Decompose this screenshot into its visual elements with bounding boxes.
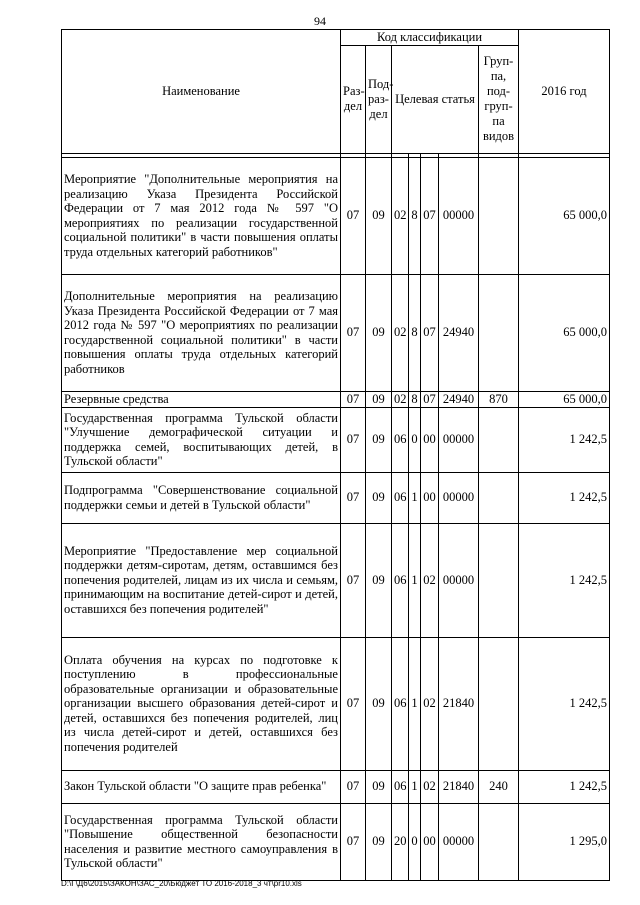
row-amount: 65 000,0 (519, 391, 610, 407)
table-row (62, 157, 610, 274)
table-row (62, 407, 610, 472)
row-amount: 1 295,0 (519, 803, 610, 880)
row-group-code (479, 472, 519, 523)
header-razdel: Раз-дел (341, 45, 366, 153)
row-name: Оплата обучения на курсах по подготовке к поступлению в профессиональные образовательные организации и образовательные организации высшего образования детей-сирот и детей, оставшихся без попечения родителей, лиц из числа детей-сирот и детей, оставшихся без попечения родителей (62, 637, 341, 770)
row-podrazdel: 09 (366, 391, 392, 407)
row-group-code (479, 157, 519, 274)
row-razdel: 07 (341, 770, 366, 803)
header-name: Наименование (62, 30, 341, 154)
row-razdel: 07 (341, 407, 366, 472)
table-row (62, 637, 610, 770)
row-target-subprogram: 0 (409, 803, 421, 880)
row-group-code: 870 (479, 391, 519, 407)
budget-table (61, 29, 610, 881)
row-target-subprogram: 8 (409, 391, 421, 407)
row-podrazdel: 09 (366, 637, 392, 770)
row-name: Мероприятие "Дополнительные мероприятия на реализацию Указа Президента Российской Федерации от 7 мая 2012 года № 597 "О мероприятиях по реализации государственной социальной политики" в части повышения оплаты труда отдельных категорий работников" (62, 157, 341, 274)
row-razdel: 07 (341, 274, 366, 391)
row-target-direction: 21840 (439, 770, 479, 803)
row-target-subprogram: 1 (409, 472, 421, 523)
row-target-program: 06 (392, 770, 409, 803)
row-target-direction: 21840 (439, 637, 479, 770)
row-amount: 65 000,0 (519, 157, 610, 274)
row-razdel: 07 (341, 523, 366, 637)
row-razdel: 07 (341, 803, 366, 880)
table-row (62, 274, 610, 391)
row-amount: 1 242,5 (519, 523, 610, 637)
row-amount: 1 242,5 (519, 472, 610, 523)
row-target-direction: 00000 (439, 472, 479, 523)
row-target-subprogram: 1 (409, 637, 421, 770)
row-group-code (479, 637, 519, 770)
table-row (62, 391, 610, 407)
table-row (62, 770, 610, 803)
page-number: 94 (314, 14, 326, 28)
row-name: Мероприятие "Предоставление мер социальной поддержки детям-сиротам, детям, оставшимся без попечения родителей, лицам из их числа и семьям, принимающим на воспитание детей-сирот и детей, оставшихся без попечения родителей" (62, 523, 341, 637)
row-target-event: 07 (421, 391, 439, 407)
row-target-subprogram: 0 (409, 407, 421, 472)
row-target-program: 02 (392, 274, 409, 391)
row-amount: 1 242,5 (519, 637, 610, 770)
row-target-event: 02 (421, 523, 439, 637)
row-group-code: 240 (479, 770, 519, 803)
row-razdel: 07 (341, 472, 366, 523)
row-target-direction: 00000 (439, 523, 479, 637)
row-target-subprogram: 8 (409, 274, 421, 391)
row-podrazdel: 09 (366, 472, 392, 523)
row-target-event: 02 (421, 770, 439, 803)
row-name: Закон Тульской области "О защите прав ребенка" (62, 770, 341, 803)
row-group-code (479, 523, 519, 637)
header-podrazdel: Под-раз-дел (366, 45, 392, 153)
row-amount: 65 000,0 (519, 274, 610, 391)
row-razdel: 07 (341, 637, 366, 770)
row-target-direction: 00000 (439, 803, 479, 880)
row-target-program: 06 (392, 407, 409, 472)
row-target-event: 02 (421, 637, 439, 770)
header-row-1 (62, 30, 610, 46)
row-name: Государственная программа Тульской области "Улучшение демографической ситуации и поддержка семей, воспитывающих детей, в Тульской области" (62, 407, 341, 472)
header-group: Груп-па, под-груп-па видов (479, 45, 519, 153)
row-name: Дополнительные мероприятия на реализацию Указа Президента Российской Федерации от 7 мая 2012 года № 597 "О мероприятиях по реализации государственной социальной политики" в части повышения оплаты труда отдельных категорий работников (62, 274, 341, 391)
row-group-code (479, 274, 519, 391)
row-podrazdel: 09 (366, 803, 392, 880)
row-target-subprogram: 1 (409, 770, 421, 803)
row-podrazdel: 09 (366, 407, 392, 472)
row-name: Резервные средства (62, 391, 341, 407)
row-podrazdel: 09 (366, 274, 392, 391)
table-row (62, 803, 610, 880)
row-razdel: 07 (341, 157, 366, 274)
header-code: Код классификации (341, 30, 519, 46)
row-target-event: 00 (421, 407, 439, 472)
row-target-program: 06 (392, 472, 409, 523)
row-target-event: 00 (421, 803, 439, 880)
row-amount: 1 242,5 (519, 770, 610, 803)
row-podrazdel: 09 (366, 157, 392, 274)
table-row (62, 472, 610, 523)
row-target-program: 02 (392, 391, 409, 407)
header-target: Целевая статья (392, 45, 479, 153)
file-path-footer: D:\Г\Д6\2015\ЗАКОН\ЗАС_20\Бюджет ТО 2016-2018_3 чт\pr10.xls (61, 879, 302, 888)
row-target-event: 00 (421, 472, 439, 523)
row-target-program: 02 (392, 157, 409, 274)
row-target-program: 06 (392, 637, 409, 770)
row-podrazdel: 09 (366, 770, 392, 803)
row-target-event: 07 (421, 157, 439, 274)
header-year: 2016 год (519, 30, 610, 154)
row-podrazdel: 09 (366, 523, 392, 637)
row-name: Подпрограмма "Совершенствование социальной поддержки семьи и детей в Тульской области" (62, 472, 341, 523)
row-target-direction: 00000 (439, 407, 479, 472)
row-target-subprogram: 8 (409, 157, 421, 274)
row-target-program: 20 (392, 803, 409, 880)
row-razdel: 07 (341, 391, 366, 407)
row-name: Государственная программа Тульской области "Повышение общественной безопасности населения и развитие местного самоуправления в Тульской области" (62, 803, 341, 880)
table-body (62, 30, 610, 881)
row-target-direction: 24940 (439, 274, 479, 391)
row-group-code (479, 407, 519, 472)
row-target-direction: 24940 (439, 391, 479, 407)
row-target-program: 06 (392, 523, 409, 637)
row-target-direction: 00000 (439, 157, 479, 274)
row-target-event: 07 (421, 274, 439, 391)
row-target-subprogram: 1 (409, 523, 421, 637)
table-row (62, 523, 610, 637)
row-amount: 1 242,5 (519, 407, 610, 472)
row-group-code (479, 803, 519, 880)
